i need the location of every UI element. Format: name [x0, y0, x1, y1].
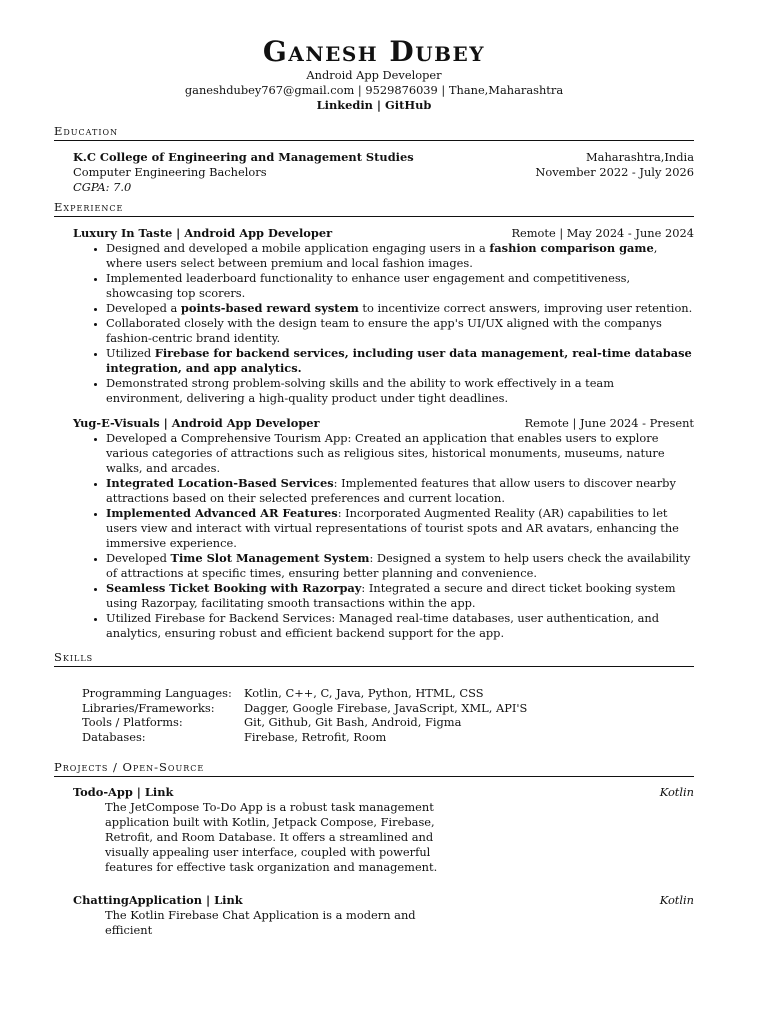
- school-name: K.C College of Engineering and Management Studies: [73, 150, 414, 164]
- job-bullet: [106, 301, 694, 316]
- skill-row: [82, 701, 527, 716]
- bullet-text: Implemented leaderboard functionality to enhance user engagement and competitiveness, showcasing top scorers.: [106, 271, 631, 300]
- experience-heading: Experience: [54, 200, 694, 217]
- job-bullet: [106, 316, 694, 346]
- project-entry: [54, 893, 694, 938]
- job-bullet: [106, 551, 694, 581]
- bullet-text: Demonstrated strong problem-solving skills and the ability to work effectively in a team environment, delivering a high-quality product under tight deadlines.: [106, 376, 615, 405]
- bullet-text: Integrated Location-Based Services: [106, 476, 334, 490]
- project-description: The JetCompose To-Do App is a robust task management application built with Kotlin, Jetpack Compose, Firebase, Retrofit, and Room Database. It offers a streamlined and visually appealing user interface, coupled with powerful features for effective task organization and management.: [105, 800, 438, 874]
- job-header: [73, 226, 694, 241]
- job-title: Luxury In Taste | Android App Developer: [73, 226, 333, 240]
- bullet-text: Designed and developed a mobile application engaging users in a: [106, 241, 490, 255]
- project-title[interactable]: ChattingApplication | Link: [73, 893, 243, 907]
- skill-values: Dagger, Google Firebase, JavaScript, XML, API'S: [244, 700, 528, 715]
- degree: Computer Engineering Bachelors: [73, 165, 267, 179]
- bullet-text: : Designed a system to help users check the availability of attractions at specific times, ensuring better planning and convenience.: [106, 551, 691, 580]
- bullet-text: Developed a: [106, 301, 181, 315]
- bullet-text: Implemented Advanced AR Features: [106, 506, 338, 520]
- job-bullet: [106, 506, 694, 551]
- school-location: Maharashtra,India: [586, 150, 694, 164]
- resume-page: [54, 36, 694, 938]
- profile-links: [54, 98, 694, 113]
- bullet-text: to incentivize correct answers, improving user retention.: [358, 301, 693, 315]
- project-title[interactable]: Todo-App | Link: [73, 785, 174, 799]
- job-bullet: [106, 611, 694, 641]
- bullet-text: : Integrated a secure and direct ticket booking system using Razorpay, facilitating smooth transactions within the app.: [106, 581, 676, 610]
- job-bullets: [54, 431, 694, 641]
- bullet-text: Utilized Firebase for Backend Services: Managed real-time databases, user authentication, and analytics, ensuring robust and efficient backend support for the app.: [106, 611, 660, 640]
- skill-values: Firebase, Retrofit, Room: [244, 729, 387, 744]
- skill-row: [82, 730, 527, 745]
- contact-line: ganeshdubey767@gmail.com | 9529876039 | Thane,Maharashtra: [184, 83, 564, 97]
- projects-heading: Projects / Open-Source: [54, 760, 694, 777]
- skills-table: [54, 686, 694, 744]
- bullet-text: fashion comparison game: [489, 241, 654, 255]
- education-entry: [54, 150, 694, 195]
- github-link[interactable]: GitHub: [385, 98, 432, 112]
- bullet-text: Collaborated closely with the design team to ensure the app's UI/UX aligned with the companys fashion-centric brand identity.: [106, 316, 662, 345]
- experience-list: [54, 226, 694, 641]
- candidate-role: Android App Developer: [306, 68, 442, 82]
- bullet-text: : Incorporated Augmented Reality (AR) capabilities to let users view and interact with virtual representations of tourist spots and AR avatars, enhancing the immersive experience.: [106, 506, 679, 550]
- job-entry: [54, 416, 694, 641]
- bullet-text: , where users select between premium and local fashion images.: [106, 241, 658, 270]
- projects-list: [54, 785, 694, 938]
- job-header: [73, 416, 694, 431]
- project-header: [73, 893, 694, 908]
- skill-category: Tools / Platforms:: [82, 715, 183, 729]
- skill-category: Libraries/Frameworks:: [82, 700, 215, 715]
- job-bullet: [106, 346, 694, 376]
- skill-values: Git, Github, Git Bash, Android, Figma: [244, 715, 462, 729]
- skill-values: Kotlin, C++, C, Java, Python, HTML, CSS: [244, 686, 484, 700]
- job-bullet: [106, 241, 694, 271]
- education-dates: November 2022 - July 2026: [535, 165, 694, 179]
- job-title: Yug-E-Visuals | Android App Developer: [73, 416, 320, 430]
- skill-category: Programming Languages:: [82, 686, 232, 700]
- link-separator: |: [372, 98, 386, 112]
- bullet-text: Developed: [106, 551, 171, 565]
- skills-heading: Skills: [54, 650, 694, 667]
- skill-row: [82, 686, 527, 701]
- bullet-text: Firebase for backend services, including user data management, real-time database integration, and app analytics.: [106, 346, 692, 375]
- job-bullet: [106, 376, 694, 406]
- skill-category: Databases:: [82, 729, 146, 744]
- bullet-text: : Implemented features that allow users to discover nearby attractions based on their selected preferences and current location.: [106, 476, 676, 505]
- project-tech: Kotlin: [659, 893, 694, 907]
- project-header: [73, 785, 694, 800]
- job-bullet: [106, 431, 694, 476]
- skill-row: [82, 715, 527, 730]
- project-description: The Kotlin Firebase Chat Application is a modern and efficient: [105, 908, 416, 937]
- education-heading: Education: [54, 124, 694, 141]
- bullet-text: Seamless Ticket Booking with Razorpay: [106, 581, 362, 595]
- linkedin-link[interactable]: Linkedin: [316, 98, 373, 112]
- job-bullet: [106, 271, 694, 301]
- job-meta: Remote | June 2024 - Present: [524, 416, 694, 430]
- bullet-text: Utilized: [106, 346, 155, 360]
- job-bullet: [106, 476, 694, 506]
- cgpa: CGPA: 7.0: [73, 180, 132, 194]
- project-entry: [54, 785, 694, 875]
- candidate-name: Ganesh Dubey: [262, 35, 486, 68]
- project-tech: Kotlin: [659, 785, 694, 799]
- job-entry: [54, 226, 694, 406]
- bullet-text: Time Slot Management System: [170, 551, 370, 565]
- job-bullet: [106, 581, 694, 611]
- bullet-text: points-based reward system: [180, 301, 359, 315]
- bullet-text: Developed a Comprehensive Tourism App: Created an application that enables users to explore various categories of attractions such as religious sites, historical monuments, museums, nature walks, and arcades.: [106, 431, 665, 475]
- job-bullets: [54, 241, 694, 406]
- job-meta: Remote | May 2024 - June 2024: [511, 226, 694, 240]
